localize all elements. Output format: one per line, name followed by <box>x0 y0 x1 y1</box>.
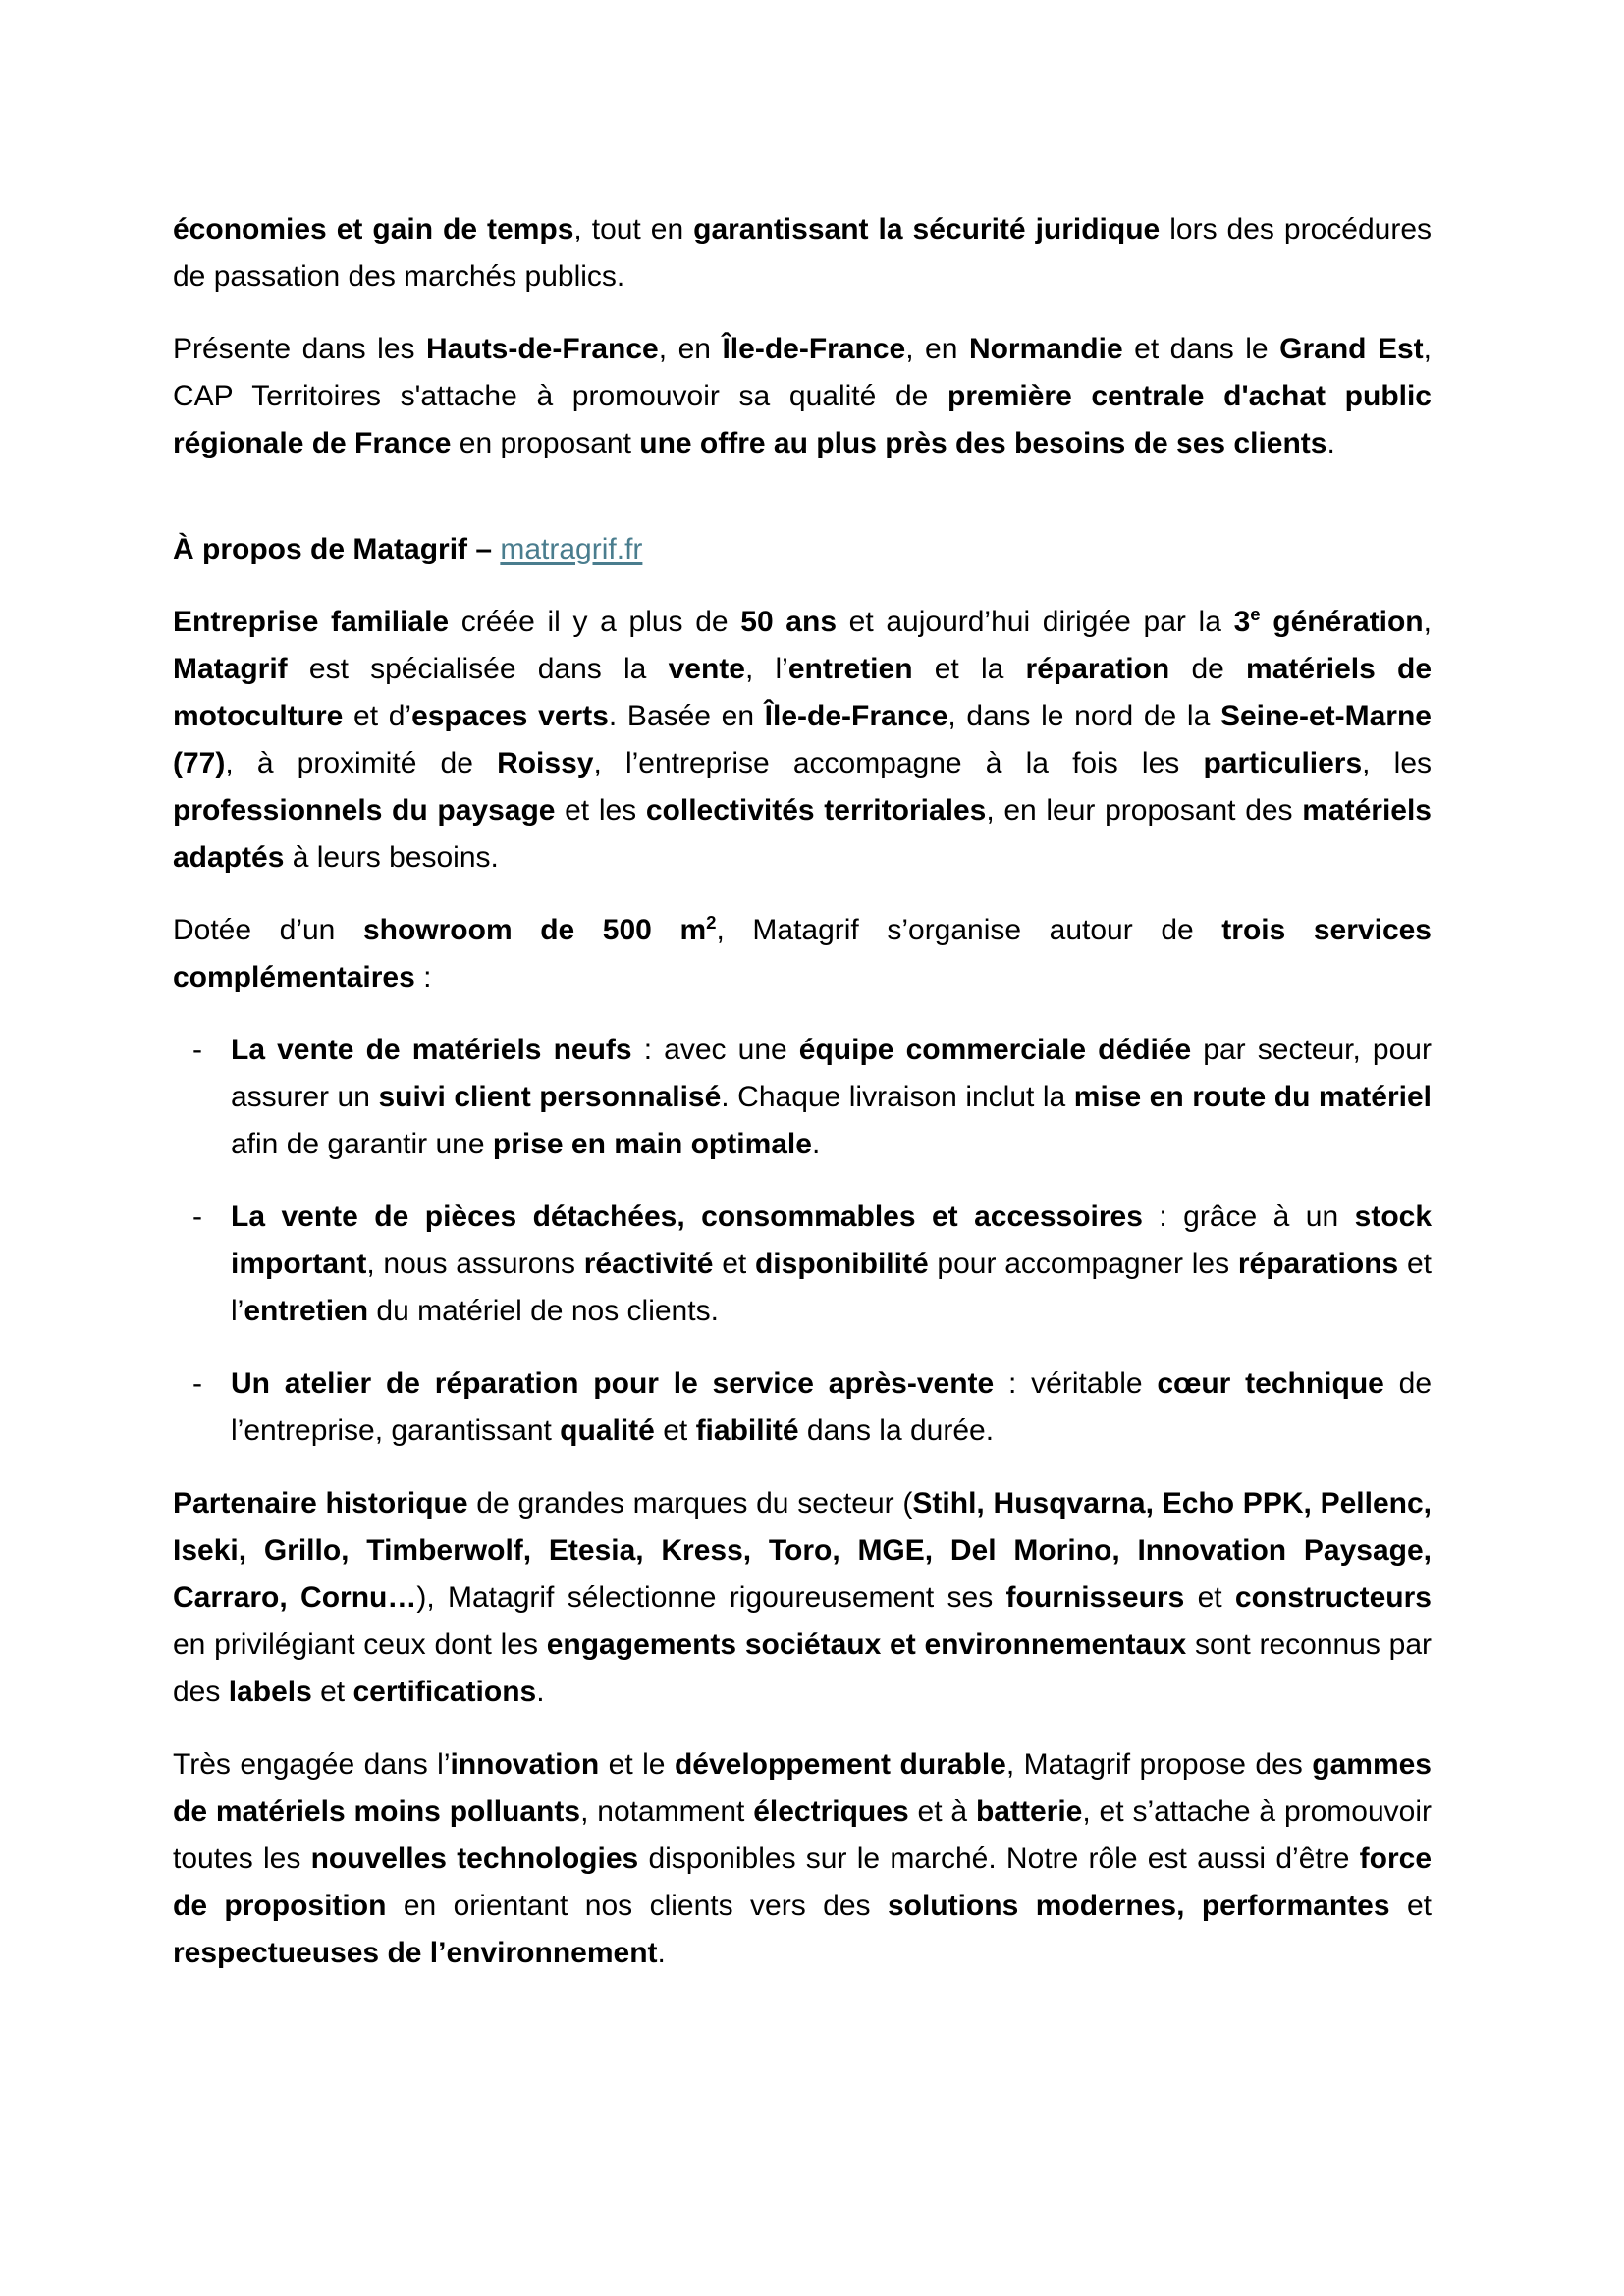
bold-text-run: une offre au plus près des besoins de ses clients <box>639 427 1327 459</box>
text-run: et d’ <box>343 700 412 732</box>
bold-text-run: constructeurs <box>1234 1581 1432 1614</box>
text-run: , dans le nord de la <box>947 700 1220 732</box>
bold-text-run: cœur technique <box>1157 1367 1384 1400</box>
bold-text-run: La vente de pièces détachées, consommables et accessoires <box>231 1201 1143 1233</box>
text-run: : grâce à un <box>1142 1201 1355 1233</box>
bullet-marker: - <box>192 1201 202 1233</box>
bold-text-run: entretien <box>787 653 913 685</box>
text-run: , à proximité de <box>225 747 498 779</box>
text-run: créée il y a plus de <box>449 606 741 638</box>
bold-text-run: garantissant la sécurité juridique <box>693 213 1161 245</box>
text-run: de <box>1169 653 1247 685</box>
bullet-item <box>173 1027 1432 1168</box>
body-paragraph <box>173 599 1432 881</box>
bullet-marker: - <box>192 1367 202 1400</box>
section-heading <box>173 526 1432 573</box>
text-run: Très engagée dans l’ <box>173 1748 451 1781</box>
text-run: , CAP Territoires s'attache à promouvoir sa qualité de <box>173 333 1433 412</box>
bold-text-run: matériels adaptés <box>173 794 1432 874</box>
text-run: est spécialisée dans la <box>287 653 669 685</box>
bold-text-run: qualité <box>560 1415 655 1447</box>
bold-text-run: suivi client personnalisé <box>378 1081 722 1113</box>
bold-text-run: matériels de motoculture <box>173 653 1433 732</box>
bold-text-run: Stihl, Husqvarna, Echo PPK, Pellenc, Iseki, Grillo, Timberwolf, Etesia, Kress, Toro, MGE, Del Morino, Innovation Paysage, Carraro, Cornu… <box>173 1487 1432 1614</box>
text-run: et l’ <box>231 1248 1432 1327</box>
bold-text-run: économies et gain de temps <box>173 213 574 245</box>
text-run: , les <box>1362 747 1433 779</box>
body-paragraph <box>173 206 1432 300</box>
bold-text-run: électriques <box>753 1795 909 1828</box>
bold-text-run: réactivité <box>583 1248 714 1280</box>
bold-text-run: fournisseurs <box>1005 1581 1185 1614</box>
text-run: , l’ <box>744 653 788 685</box>
text-run: . <box>657 1937 666 1969</box>
body-paragraph <box>173 1741 1432 1977</box>
bold-text-run: mise en route du matériel <box>1073 1081 1432 1113</box>
body-paragraph <box>173 1480 1432 1716</box>
text-run: en proposant <box>451 427 640 459</box>
bold-text-run: respectueuses de l’environnement <box>173 1937 658 1969</box>
bold-text-run: Grand Est <box>1279 333 1424 365</box>
bold-text-run: entretien <box>244 1295 369 1327</box>
bold-text-run: collectivités territoriales <box>645 794 987 827</box>
bold-text-run: 2 <box>706 912 717 933</box>
text-run: par secteur, pour assurer un <box>231 1034 1432 1113</box>
text-run: en orientant nos clients vers des <box>386 1890 888 1922</box>
bold-text-run: Hauts-de-France <box>426 333 659 365</box>
text-run: , et s’attache à promouvoir toutes les <box>173 1795 1433 1875</box>
bold-text-run: certifications <box>352 1676 537 1708</box>
bullet-marker: - <box>192 1034 202 1066</box>
text-run: et <box>1184 1581 1235 1614</box>
text-run: : <box>414 961 432 993</box>
text-run: , notamment <box>580 1795 754 1828</box>
bold-text-run: espaces verts <box>411 700 609 732</box>
text-run: et le <box>599 1748 675 1781</box>
bold-text-run: Île-de-France <box>722 333 906 365</box>
text-run: : véritable <box>994 1367 1158 1400</box>
bold-text-run: équipe commerciale dédiée <box>798 1034 1192 1066</box>
bold-text-run: gammes de matériels moins polluants <box>173 1748 1432 1828</box>
text-run: du matériel de nos clients. <box>368 1295 719 1327</box>
bold-text-run: professionnels du paysage <box>173 794 556 827</box>
text-run: à leurs besoins. <box>284 841 499 874</box>
text-run: et à <box>908 1795 976 1828</box>
bold-text-run: À propos de Matagrif <box>173 533 468 565</box>
bold-text-run: innovation <box>450 1748 600 1781</box>
document-body <box>173 206 1432 2002</box>
body-paragraph <box>173 907 1432 1001</box>
bold-text-run: réparations <box>1237 1248 1399 1280</box>
text-run: et les <box>555 794 646 827</box>
bold-text-run: disponibilité <box>754 1248 929 1280</box>
text-run: , en <box>658 333 723 365</box>
bold-text-run: réparation <box>1025 653 1170 685</box>
bold-text-run: – <box>467 533 501 565</box>
text-run: . <box>811 1128 821 1160</box>
bold-text-run: Île-de-France <box>764 700 948 732</box>
text-run: , en leur proposant des <box>986 794 1303 827</box>
text-run: afin de garantir une <box>231 1128 493 1160</box>
bold-text-run: e <box>1250 604 1261 624</box>
bold-text-run: Partenaire historique <box>173 1487 468 1520</box>
text-run: et aujourd’hui dirigée par la <box>837 606 1234 638</box>
text-run: et <box>311 1676 353 1708</box>
text-run: . <box>1326 427 1335 459</box>
text-run: . Basée en <box>608 700 765 732</box>
bold-text-run: Matagrif <box>173 653 288 685</box>
bullet-list <box>173 1027 1432 1455</box>
text-run: et la <box>912 653 1026 685</box>
text-run: , l’entreprise accompagne à la fois les <box>593 747 1204 779</box>
bold-text-run: force de proposition <box>173 1842 1432 1922</box>
bold-text-run: showroom de 500 m <box>362 914 707 946</box>
matragrif-link[interactable]: matragrif.fr <box>500 533 643 565</box>
text-run: , Matagrif s’organise autour de <box>716 914 1222 946</box>
text-run: , en <box>905 333 969 365</box>
bold-text-run: engagements sociétaux et environnementaux <box>546 1629 1187 1661</box>
bold-text-run: vente <box>668 653 745 685</box>
bold-text-run: 3 <box>1233 606 1251 638</box>
body-paragraph <box>173 326 1432 467</box>
bold-text-run: La vente de matériels neufs <box>231 1034 632 1066</box>
text-run: , Matagrif propose des <box>1005 1748 1313 1781</box>
text-run: dans la durée. <box>798 1415 995 1447</box>
bold-text-run: 50 ans <box>740 606 837 638</box>
text-run: , nous assurons <box>366 1248 584 1280</box>
text-run: sont reconnus par des <box>173 1629 1432 1708</box>
bold-text-run: première centrale d'achat public régionale de France <box>173 380 1432 459</box>
bold-text-run: prise en main optimale <box>492 1128 812 1160</box>
bold-text-run: génération <box>1260 606 1424 638</box>
bold-text-run: stock important <box>231 1201 1433 1280</box>
bold-text-run: trois services complémentaires <box>173 914 1432 993</box>
bold-text-run: labels <box>228 1676 312 1708</box>
text-run: disponibles sur le marché. Notre rôle est aussi d’être <box>638 1842 1360 1875</box>
text-run: et <box>713 1248 755 1280</box>
text-run: et <box>654 1415 696 1447</box>
text-run: ), Matagrif sélectionne rigoureusement ses <box>416 1581 1006 1614</box>
bold-text-run: batterie <box>975 1795 1083 1828</box>
text-run: , <box>1423 606 1432 638</box>
text-run: Dotée d’un <box>173 914 363 946</box>
bold-text-run: Un atelier de réparation pour le service après-vente <box>231 1367 995 1400</box>
bold-text-run: Normandie <box>968 333 1123 365</box>
bold-text-run: fiabilité <box>695 1415 799 1447</box>
bold-text-run: Roissy <box>497 747 594 779</box>
bullet-item <box>173 1194 1432 1335</box>
text-run: de grandes marques du secteur ( <box>467 1487 913 1520</box>
text-run: Présente dans les <box>173 333 427 365</box>
bold-text-run: solutions modernes, performantes <box>887 1890 1390 1922</box>
bullet-item <box>173 1361 1432 1455</box>
text-run: et <box>1389 1890 1432 1922</box>
bold-text-run: développement durable <box>674 1748 1006 1781</box>
text-run: de l’entreprise, garantissant <box>231 1367 1433 1447</box>
bold-text-run: Entreprise familiale <box>173 606 450 638</box>
text-run: : avec une <box>631 1034 799 1066</box>
bold-text-run: nouvelles technologies <box>310 1842 639 1875</box>
text-run: en privilégiant ceux dont les <box>173 1629 547 1661</box>
text-run: pour accompagner les <box>928 1248 1238 1280</box>
text-run: lors des procédures de passation des marchés publics. <box>173 213 1432 293</box>
text-run: , tout en <box>573 213 694 245</box>
bold-text-run: particuliers <box>1203 747 1363 779</box>
text-run: . <box>536 1676 545 1708</box>
text-run: . Chaque livraison inclut la <box>721 1081 1074 1113</box>
bold-text-run: Seine-et-Marne (77) <box>173 700 1432 779</box>
text-run: et dans le <box>1122 333 1280 365</box>
